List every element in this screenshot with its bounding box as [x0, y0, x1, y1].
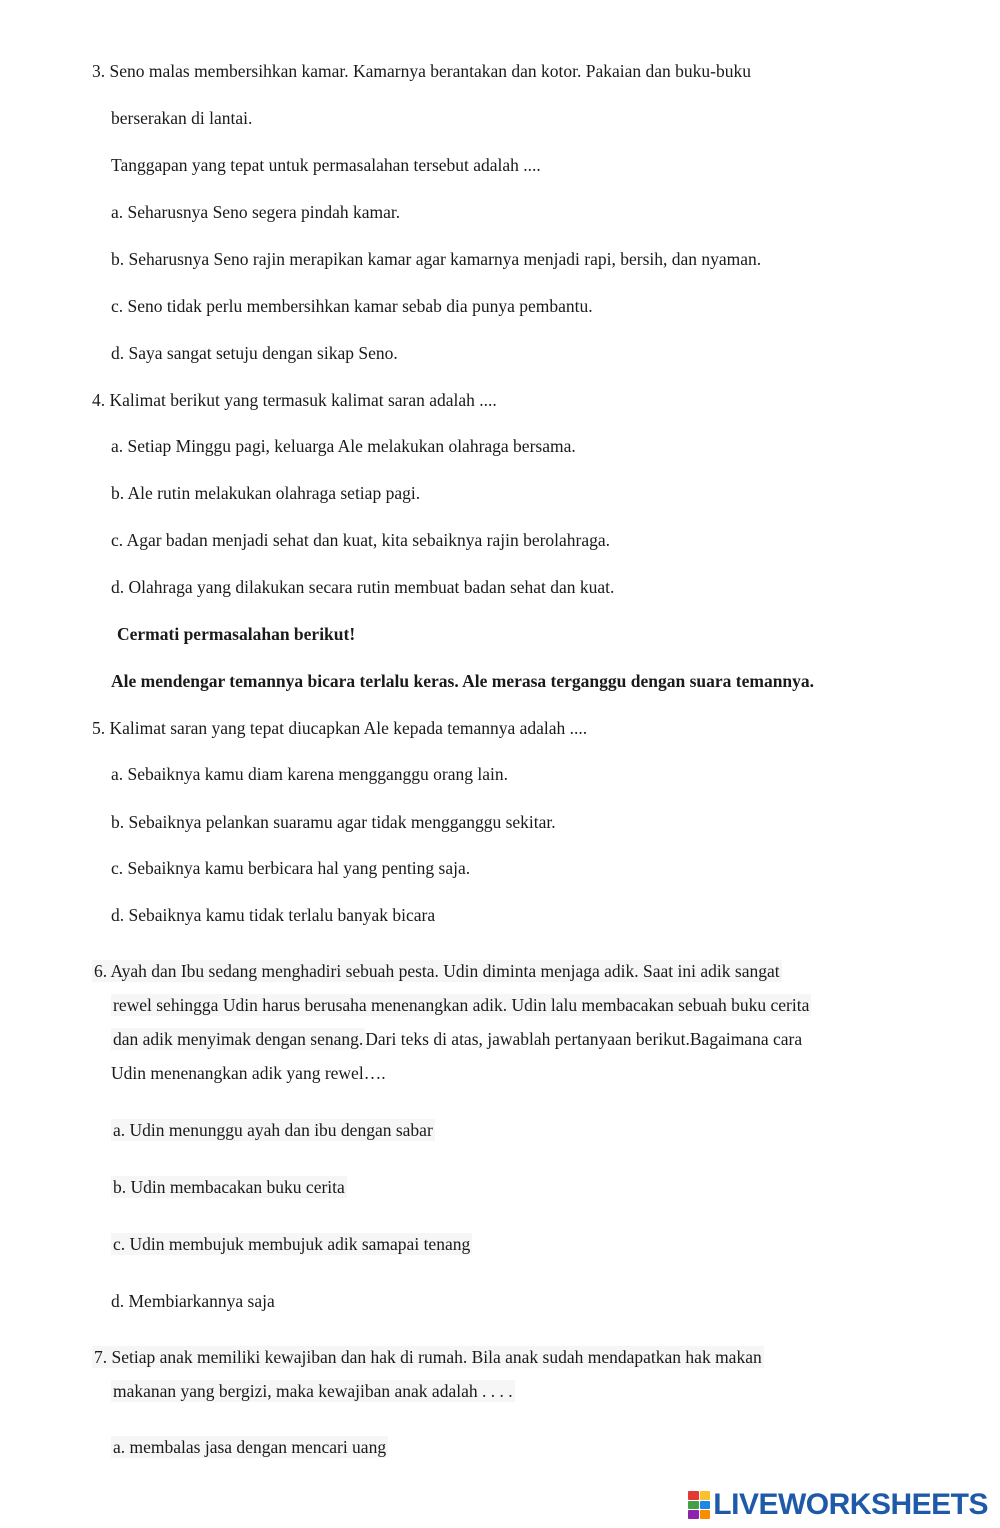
q6-stem-line1-text: 6. Ayah dan Ibu sedang menghadiri sebuah pesta. Udin diminta menjaga adik. Saat ini adik sangat: [94, 961, 780, 981]
q3-option-c: c. Seno tidak perlu membersihkan kamar sebab dia punya pembantu.: [111, 296, 593, 316]
logo-mark-square: [688, 1491, 699, 1500]
q3-prompt: Tanggapan yang tepat untuk permasalahan tersebut adalah ....: [111, 155, 541, 175]
q7-stem-line2-text: makanan yang bergizi, maka kewajiban anak adalah . . . .: [113, 1381, 513, 1401]
q6-stem-line3-text-a: dan adik menyimak dengan senang.: [113, 1029, 364, 1049]
q6-option-b: [111, 1176, 347, 1198]
q6-stem-line2-text: rewel sehingga Udin harus berusaha menenangkan adik. Udin lalu membacakan sebuah buku cerita: [113, 995, 810, 1015]
liveworksheets-wordmark: LIVEWORKSHEETS: [713, 1488, 988, 1521]
logo-mark-square: [700, 1510, 711, 1519]
q6-option-c-text: c. Udin membujuk membujuk adik samapai tenang: [113, 1234, 471, 1254]
q3-stem-line1: 3. Seno malas membersihkan kamar. Kamarnya berantakan dan kotor. Pakaian dan buku-buku: [92, 61, 751, 81]
q3-stem-line2: berserakan di lantai.: [111, 108, 253, 128]
q7-stem-line1-text: 7. Setiap anak memiliki kewajiban dan hak di rumah. Bila anak sudah mendapatkan hak makan: [94, 1347, 762, 1367]
q6-option-d: d. Membiarkannya saja: [111, 1291, 275, 1311]
logo-mark-square: [688, 1501, 699, 1510]
q5-stem: 5. Kalimat saran yang tepat diucapkan Ale kepada temannya adalah ....: [92, 718, 588, 738]
liveworksheets-mark-icon: [688, 1491, 710, 1519]
q7-option-a-text: a. membalas jasa dengan mencari uang: [113, 1437, 387, 1457]
q7-stem-line1: [92, 1346, 764, 1368]
liveworksheets-logo: [688, 1488, 988, 1522]
q3-option-d: d. Saya sangat setuju dengan sikap Seno.: [111, 343, 398, 363]
q6-option-c: [111, 1233, 472, 1255]
q3-option-b: b. Seharusnya Seno rajin merapikan kamar agar kamarnya menjadi rapi, bersih, dan nyaman.: [111, 249, 762, 269]
q4-option-b: b. Ale rutin melakukan olahraga setiap pagi.: [111, 483, 421, 503]
q6-stem-line2: [111, 994, 811, 1016]
q6-stem-line1: [92, 960, 782, 982]
q5-option-c: c. Sebaiknya kamu berbicara hal yang penting saja.: [111, 858, 471, 878]
q5-option-d: d. Sebaiknya kamu tidak terlalu banyak bicara: [111, 905, 436, 925]
q7-stem-line2: [111, 1380, 515, 1402]
q4-option-c: c. Agar badan menjadi sehat dan kuat, kita sebaiknya rajin berolahraga.: [111, 530, 611, 550]
q6-option-a-text: a. Udin menunggu ayah dan ibu dengan sabar: [113, 1120, 433, 1140]
q6-stem-line3-text-b: Dari teks di atas, jawablah pertanyaan berikut.Bagaimana cara: [365, 1029, 803, 1049]
q7-option-a: [111, 1436, 388, 1458]
q6-option-b-text: b. Udin membacakan buku cerita: [113, 1177, 345, 1197]
q6-stem-line4: Udin menenangkan adik yang rewel….: [111, 1063, 386, 1083]
context-heading: Cermati permasalahan berikut!: [117, 624, 356, 644]
logo-mark-square: [688, 1510, 699, 1519]
q4-option-a: a. Setiap Minggu pagi, keluarga Ale melakukan olahraga bersama.: [111, 436, 576, 456]
logo-mark-square: [700, 1491, 711, 1500]
q4-option-d: d. Olahraga yang dilakukan secara rutin membuat badan sehat dan kuat.: [111, 577, 615, 597]
context-text: Ale mendengar temannya bicara terlalu keras. Ale merasa terganggu dengan suara temannya.: [111, 671, 815, 691]
q4-stem: 4. Kalimat berikut yang termasuk kalimat saran adalah ....: [92, 390, 497, 410]
q6-stem-line3: [111, 1028, 802, 1050]
q5-option-b: b. Sebaiknya pelankan suaramu agar tidak mengganggu sekitar.: [111, 812, 556, 832]
q3-option-a: a. Seharusnya Seno segera pindah kamar.: [111, 202, 401, 222]
q6-option-a: [111, 1119, 435, 1141]
logo-mark-square: [700, 1501, 711, 1510]
q5-option-a: a. Sebaiknya kamu diam karena mengganggu orang lain.: [111, 764, 509, 784]
